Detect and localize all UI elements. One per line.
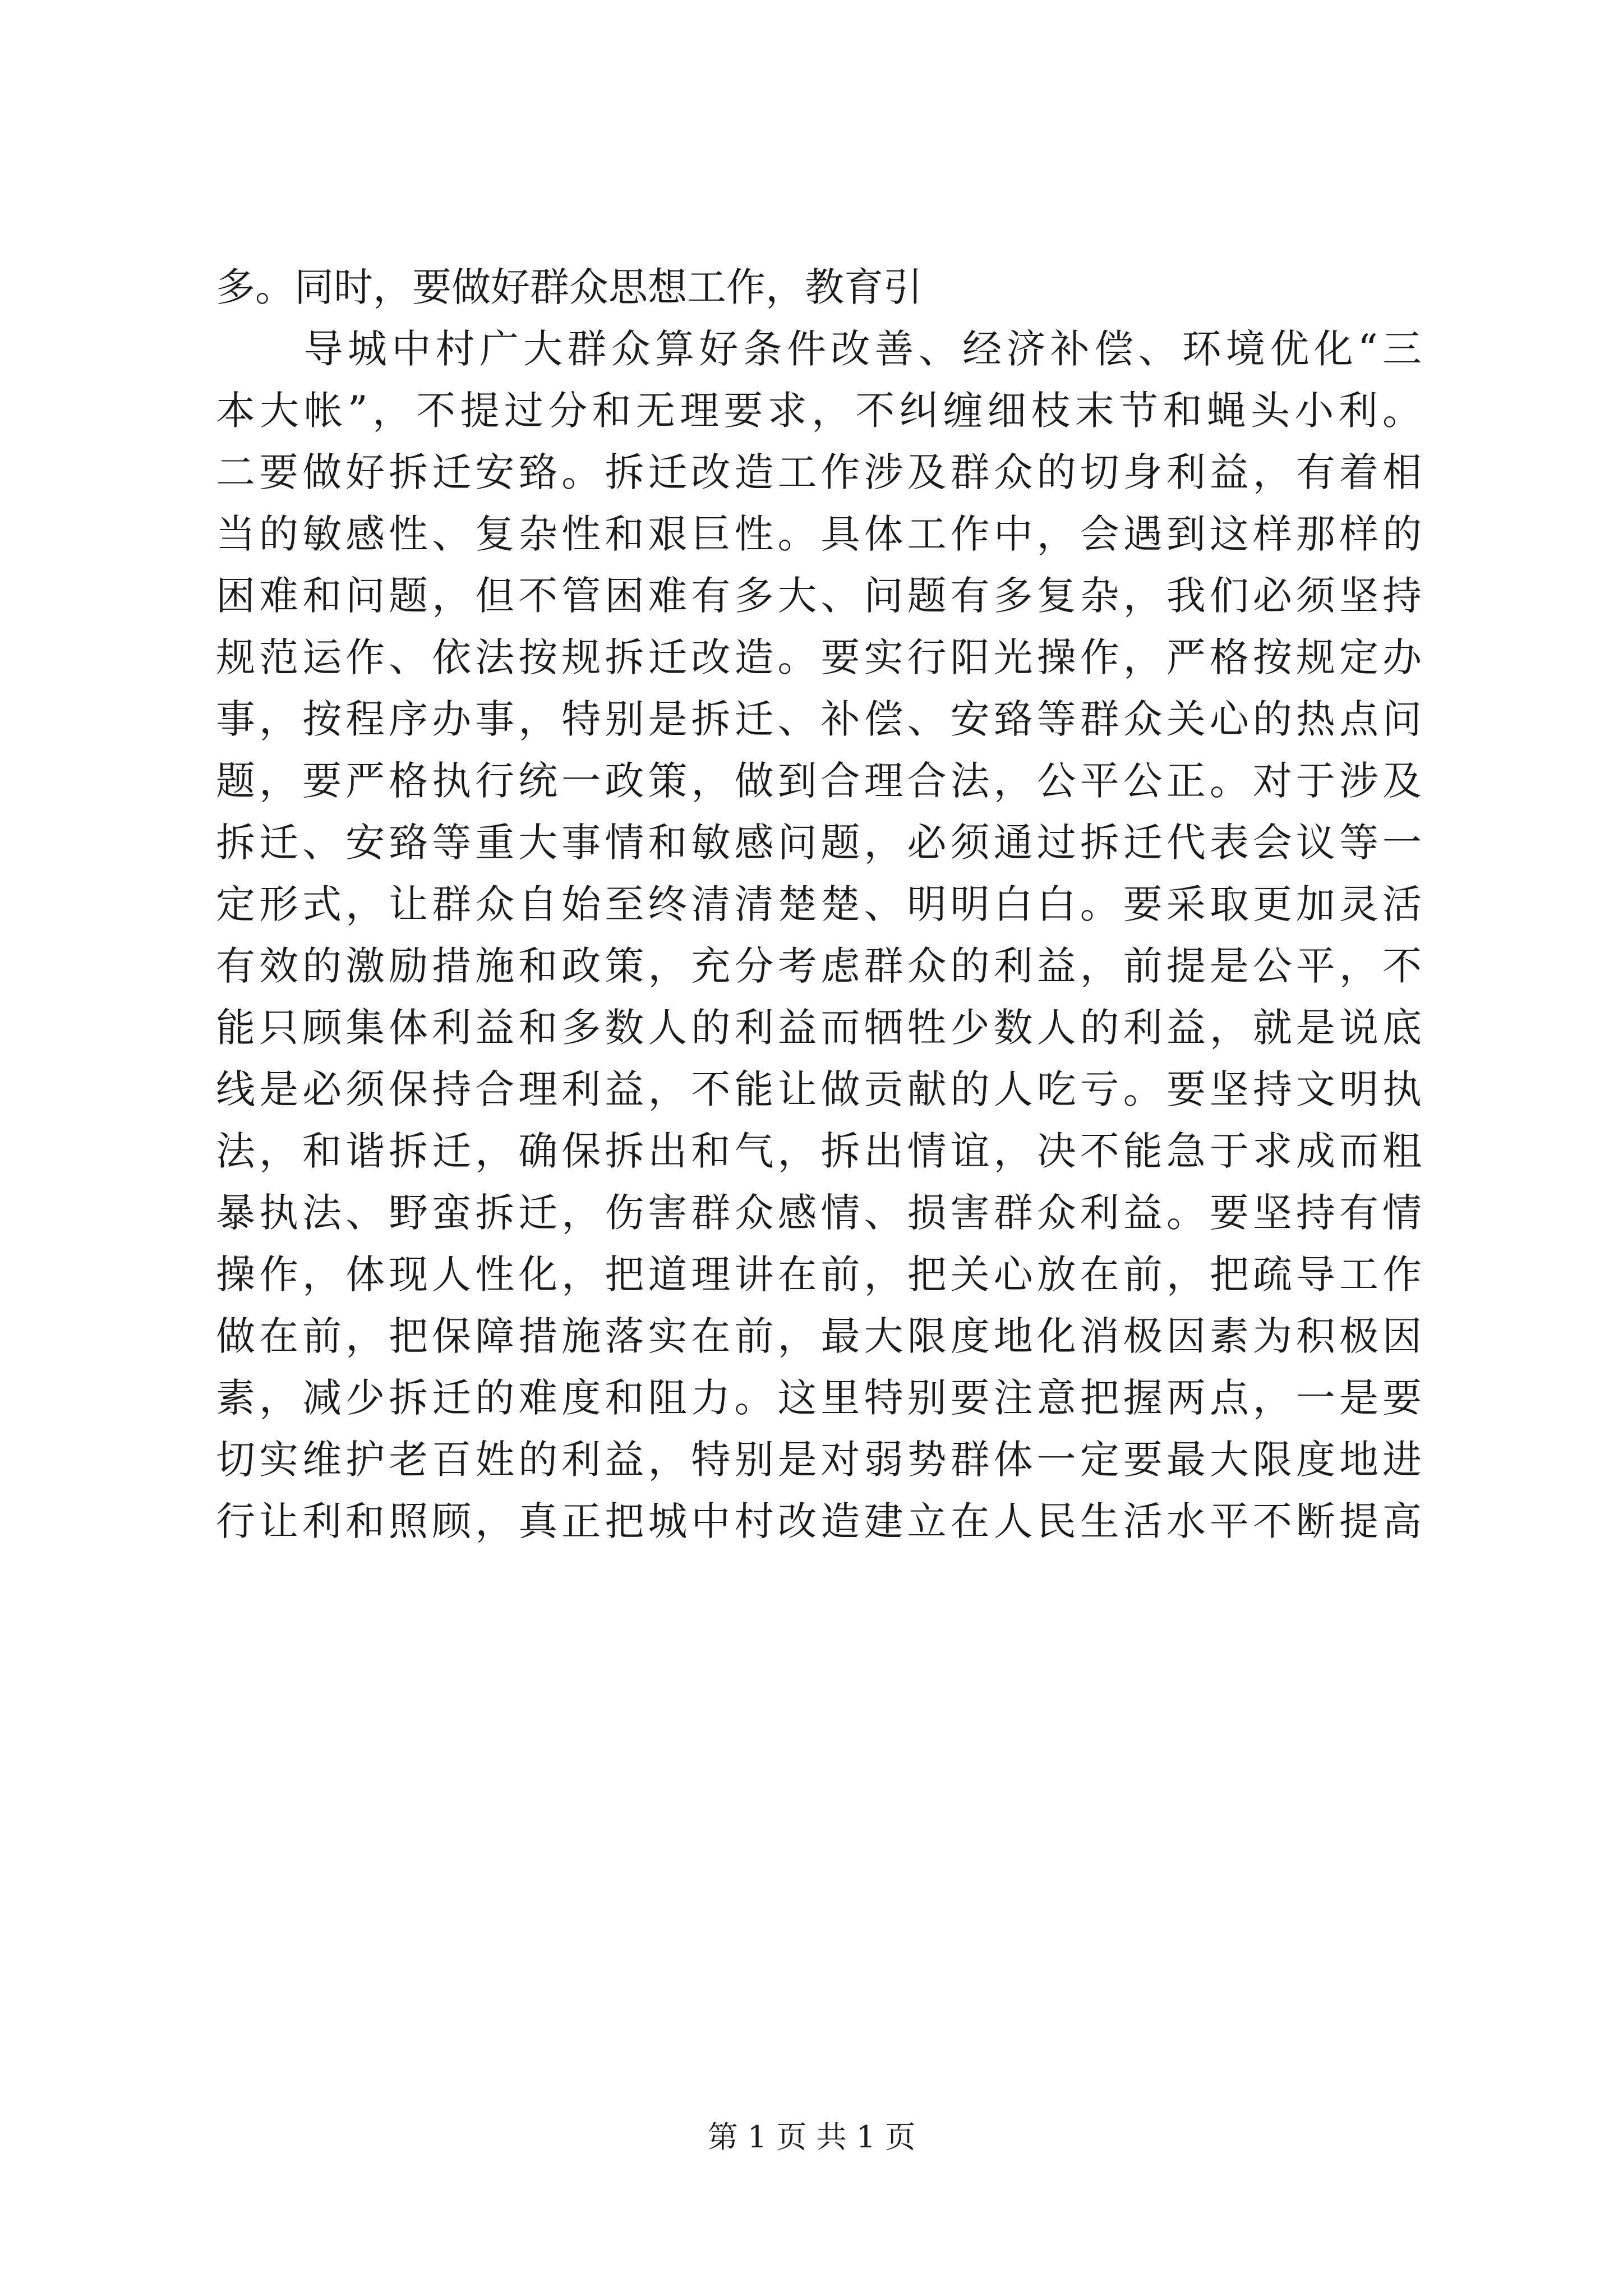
- text-line-19: 素，减少拆迁的难度和阻力。这里特别要注意把握两点，一是要: [216, 1375, 1422, 1421]
- text-line-1: 多。同时，要做好群众思想工作，教育引: [216, 264, 923, 310]
- text-line-9: 题，要严格执行统一政策，做到合理合法，公平公正。对于涉及: [216, 758, 1422, 804]
- text-line-7: 规范运作、依法按规拆迁改造。要实行阳光操作，严格按规定办: [216, 634, 1422, 680]
- text-line-5: 当的敏感性、复杂性和艰巨性。具体工作中，会遇到这样那样的: [216, 511, 1422, 557]
- text-line-16: 暴执法、野蛮拆迁，伤害群众感情、损害群众利益。要坚持有情: [216, 1190, 1422, 1236]
- text-line-18: 做在前，把保障措施落实在前，最大限度地化消极因素为积极因: [216, 1313, 1422, 1359]
- page-number-label: 第 1 页 共 1 页: [707, 2119, 916, 2155]
- text-line-8: 事，按程序办事，特别是拆迁、补偿、安臵等群众关心的热点问: [216, 696, 1422, 742]
- text-line-4: 二要做好拆迁安臵。拆迁改造工作涉及群众的切身利益，有着相: [216, 449, 1422, 495]
- text-line-20: 切实维护老百姓的利益，特别是对弱势群体一定要最大限度地进: [216, 1437, 1422, 1483]
- text-line-12: 有效的激励措施和政策，充分考虑群众的利益，前提是公平，不: [216, 943, 1422, 989]
- text-line-3: 本大帐”，不提过分和无理要求，不纠缠细枝末节和蝇头小利。: [216, 388, 1422, 434]
- text-line-17: 操作，体现人性化，把道理讲在前，把关心放在前，把疏导工作: [216, 1251, 1422, 1297]
- text-line-2: 导城中村广大群众算好条件改善、经济补偿、环境优化“三: [216, 326, 1422, 372]
- body-text: [216, 256, 1422, 1552]
- page-footer: [0, 2118, 1623, 2157]
- text-line-10: 拆迁、安臵等重大事情和敏感问题，必须通过拆迁代表会议等一: [216, 820, 1422, 866]
- text-line-21: 行让利和照顾，真正把城中村改造建立在人民生活水平不断提高: [216, 1498, 1422, 1544]
- text-line-15: 法，和谐拆迁，确保拆出和气，拆出情谊，决不能急于求成而粗: [216, 1128, 1422, 1174]
- text-line-14: 线是必须保持合理利益，不能让做贡献的人吃亏。要坚持文明执: [216, 1066, 1422, 1112]
- text-line-13: 能只顾集体利益和多数人的利益而牺牲少数人的利益，就是说底: [216, 1005, 1422, 1051]
- text-line-11: 定形式，让群众自始至终清清楚楚、明明白白。要采取更加灵活: [216, 881, 1422, 927]
- text-line-6: 困难和问题，但不管困难有多大、问题有多复杂，我们必须坚持: [216, 573, 1422, 619]
